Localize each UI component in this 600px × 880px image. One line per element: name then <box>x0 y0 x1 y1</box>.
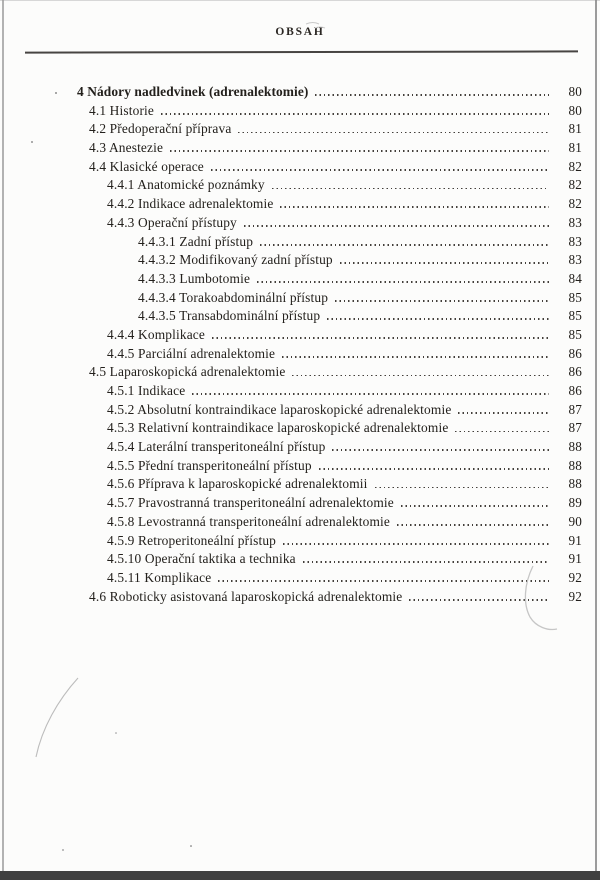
dot-leader <box>303 561 549 563</box>
toc-entry-label: 4.4.3.3 Lumbotomie <box>138 270 251 286</box>
toc-entry-page: 88 <box>568 476 582 492</box>
toc-list <box>77 83 582 606</box>
toc-entry-label: 4.6 Roboticky asistovaná laparoskopická adrenalektomie <box>89 588 403 604</box>
toc-entry <box>77 326 582 345</box>
dot-leader <box>315 94 549 96</box>
toc-entry <box>77 176 582 195</box>
toc-entry-label: 4.5.7 Pravostranná transperitoneální adrenalektomie <box>107 495 394 511</box>
toc-entry-label: 4.4.3 Operační přístupy <box>107 214 237 230</box>
dot-leader <box>244 225 549 227</box>
toc-entry <box>77 494 582 513</box>
toc-entry-page: 90 <box>568 513 582 529</box>
toc-entry-label: 4.4.3.2 Modifikovaný zadní přístup <box>138 252 333 268</box>
toc-entry <box>77 588 582 607</box>
dot-leader <box>257 281 549 283</box>
toc-entry-label: 4.5.4 Laterální transperitoneální přístup <box>107 439 326 455</box>
toc-entry-label: 4.1 Historie <box>89 102 155 118</box>
toc-entry-page: 80 <box>568 84 582 99</box>
dot-leader <box>280 206 549 208</box>
dot-leader <box>401 505 549 507</box>
toc-entry <box>77 158 582 177</box>
toc-entry <box>77 195 582 214</box>
toc-entry <box>77 233 582 252</box>
scan-speck <box>62 849 64 851</box>
toc-entry-page: 84 <box>568 270 582 286</box>
toc-entry-label: 4.4.5 Parciální adrenalektomie <box>107 345 276 361</box>
scan-edge-bottom <box>0 871 600 880</box>
toc-entry-label: 4.3 Anestezie <box>89 140 164 156</box>
dot-leader <box>272 188 549 190</box>
toc-entry-label: 4.5.5 Přední transperitoneální přístup <box>107 457 312 473</box>
toc-entry-page: 91 <box>568 551 582 567</box>
dot-leader <box>283 543 549 545</box>
dot-leader <box>292 375 549 377</box>
toc-entry-label: 4.5.6 Příprava k laparoskopické adrenalektomii <box>107 476 368 492</box>
toc-entry-label: 4.5.2 Absolutní kontraindikace laparoskopické adrenalektomie <box>107 401 452 417</box>
toc-entry <box>77 401 582 420</box>
scan-speck <box>190 845 192 847</box>
toc-entry <box>77 513 582 532</box>
toc-entry-page: 92 <box>568 588 582 604</box>
toc-entry-page: 82 <box>568 158 582 174</box>
toc-entry-label: 4.5.10 Operační taktika a technika <box>107 551 296 567</box>
toc-entry-page: 83 <box>568 252 582 268</box>
dot-leader <box>455 431 549 433</box>
dot-leader <box>282 356 549 358</box>
dot-leader <box>212 337 549 339</box>
toc-entry-page: 92 <box>568 569 582 585</box>
toc-entry <box>77 438 582 457</box>
toc-entry-page: 86 <box>568 383 582 398</box>
dot-leader <box>340 262 549 264</box>
scan-squiggle-left <box>36 678 78 757</box>
toc-entry-page: 85 <box>568 289 582 305</box>
dot-leader <box>458 412 549 414</box>
toc-entry <box>77 550 582 569</box>
toc-entry-label: 4.5 Laparoskopická adrenalektomie <box>89 364 286 380</box>
dot-leader <box>260 244 549 246</box>
toc-entry-page: 87 <box>568 401 582 417</box>
toc-entry-page: 89 <box>568 495 582 511</box>
toc-entry-page: 85 <box>568 326 582 342</box>
toc-entry-page: 87 <box>568 420 582 436</box>
scan-speck <box>31 141 33 143</box>
toc-entry-page: 82 <box>568 177 582 193</box>
toc-entry <box>77 214 582 233</box>
toc-entry-label: 4.4 Klasické operace <box>89 158 204 174</box>
toc-entry-label: 4.4.1 Anatomické poznámky <box>107 177 265 193</box>
toc-entry <box>77 419 582 438</box>
header-rule <box>25 50 578 53</box>
dot-leader <box>161 113 549 115</box>
toc-entry-page: 82 <box>568 196 582 212</box>
toc-entry <box>77 289 582 308</box>
scan-speck <box>55 92 57 94</box>
toc-entry-page: 83 <box>568 233 582 249</box>
toc-entry-label: 4.4.3.5 Transabdominální přístup <box>138 308 321 324</box>
toc-entry-page: 88 <box>568 439 582 455</box>
scan-edge-left <box>2 0 4 880</box>
dot-leader <box>192 393 549 395</box>
dot-leader <box>211 169 549 171</box>
toc-entry <box>77 120 582 139</box>
dot-leader <box>327 318 549 320</box>
toc-entry <box>77 139 582 158</box>
toc-entry-page: 81 <box>568 140 582 156</box>
dot-leader <box>409 599 549 601</box>
toc-entry-label: 4.2 Předoperační příprava <box>89 121 232 137</box>
toc-entry-label: 4.4.3.4 Torakoabdominální přístup <box>138 289 329 305</box>
toc-entry-page: 80 <box>568 102 582 118</box>
toc-entry-page: 86 <box>568 364 582 380</box>
toc-entry <box>77 475 582 494</box>
dot-leader <box>397 524 549 526</box>
toc-entry-label: 4.5.9 Retroperitoneální přístup <box>107 532 277 548</box>
toc-entry-label: 4.4.4 Komplikace <box>107 326 205 342</box>
scan-edge-right <box>595 0 597 880</box>
scan-edge-top <box>0 0 600 1</box>
toc-entry <box>77 382 582 401</box>
dot-leader <box>375 487 550 489</box>
toc-entry-label: 4.5.8 Levostranná transperitoneální adrenalektomie <box>107 513 391 529</box>
scan-speck <box>115 732 117 734</box>
toc-entry-page: 88 <box>568 457 582 473</box>
dot-leader <box>218 580 549 582</box>
toc-entry-label: 4.4.2 Indikace adrenalektomie <box>107 196 274 212</box>
toc-entry <box>77 307 582 326</box>
dot-leader <box>332 449 549 451</box>
toc-entry-page: 91 <box>568 532 582 548</box>
dot-leader <box>335 300 549 302</box>
toc-entry-label: 4.5.3 Relativní kontraindikace laparoskopické adrenalektomie <box>107 420 449 436</box>
toc-entry-label: 4 Nádory nadledvinek (adrenalektomie) <box>77 84 309 99</box>
toc-entry <box>77 345 582 364</box>
toc-entry-page: 85 <box>568 308 582 324</box>
toc-entry <box>77 457 582 476</box>
toc-entry-label: 4.5.1 Indikace <box>107 383 186 398</box>
toc-entry <box>77 251 582 270</box>
toc-entry <box>77 532 582 551</box>
dot-leader <box>170 150 549 152</box>
toc-entry-label: 4.5.11 Komplikace <box>107 569 212 585</box>
toc-entry-page: 86 <box>568 345 582 361</box>
toc-entry-page: 83 <box>568 214 582 230</box>
toc-entry <box>77 270 582 289</box>
toc-entry <box>77 363 582 382</box>
dot-leader <box>238 132 549 134</box>
page-header-title: OBSAH <box>275 26 325 38</box>
dot-leader <box>319 468 549 470</box>
toc-entry <box>77 569 582 588</box>
toc-entry-label: 4.4.3.1 Zadní přístup <box>138 233 254 249</box>
toc-entry-page: 81 <box>568 121 582 137</box>
toc-entry <box>77 83 582 102</box>
toc-entry <box>77 102 582 121</box>
